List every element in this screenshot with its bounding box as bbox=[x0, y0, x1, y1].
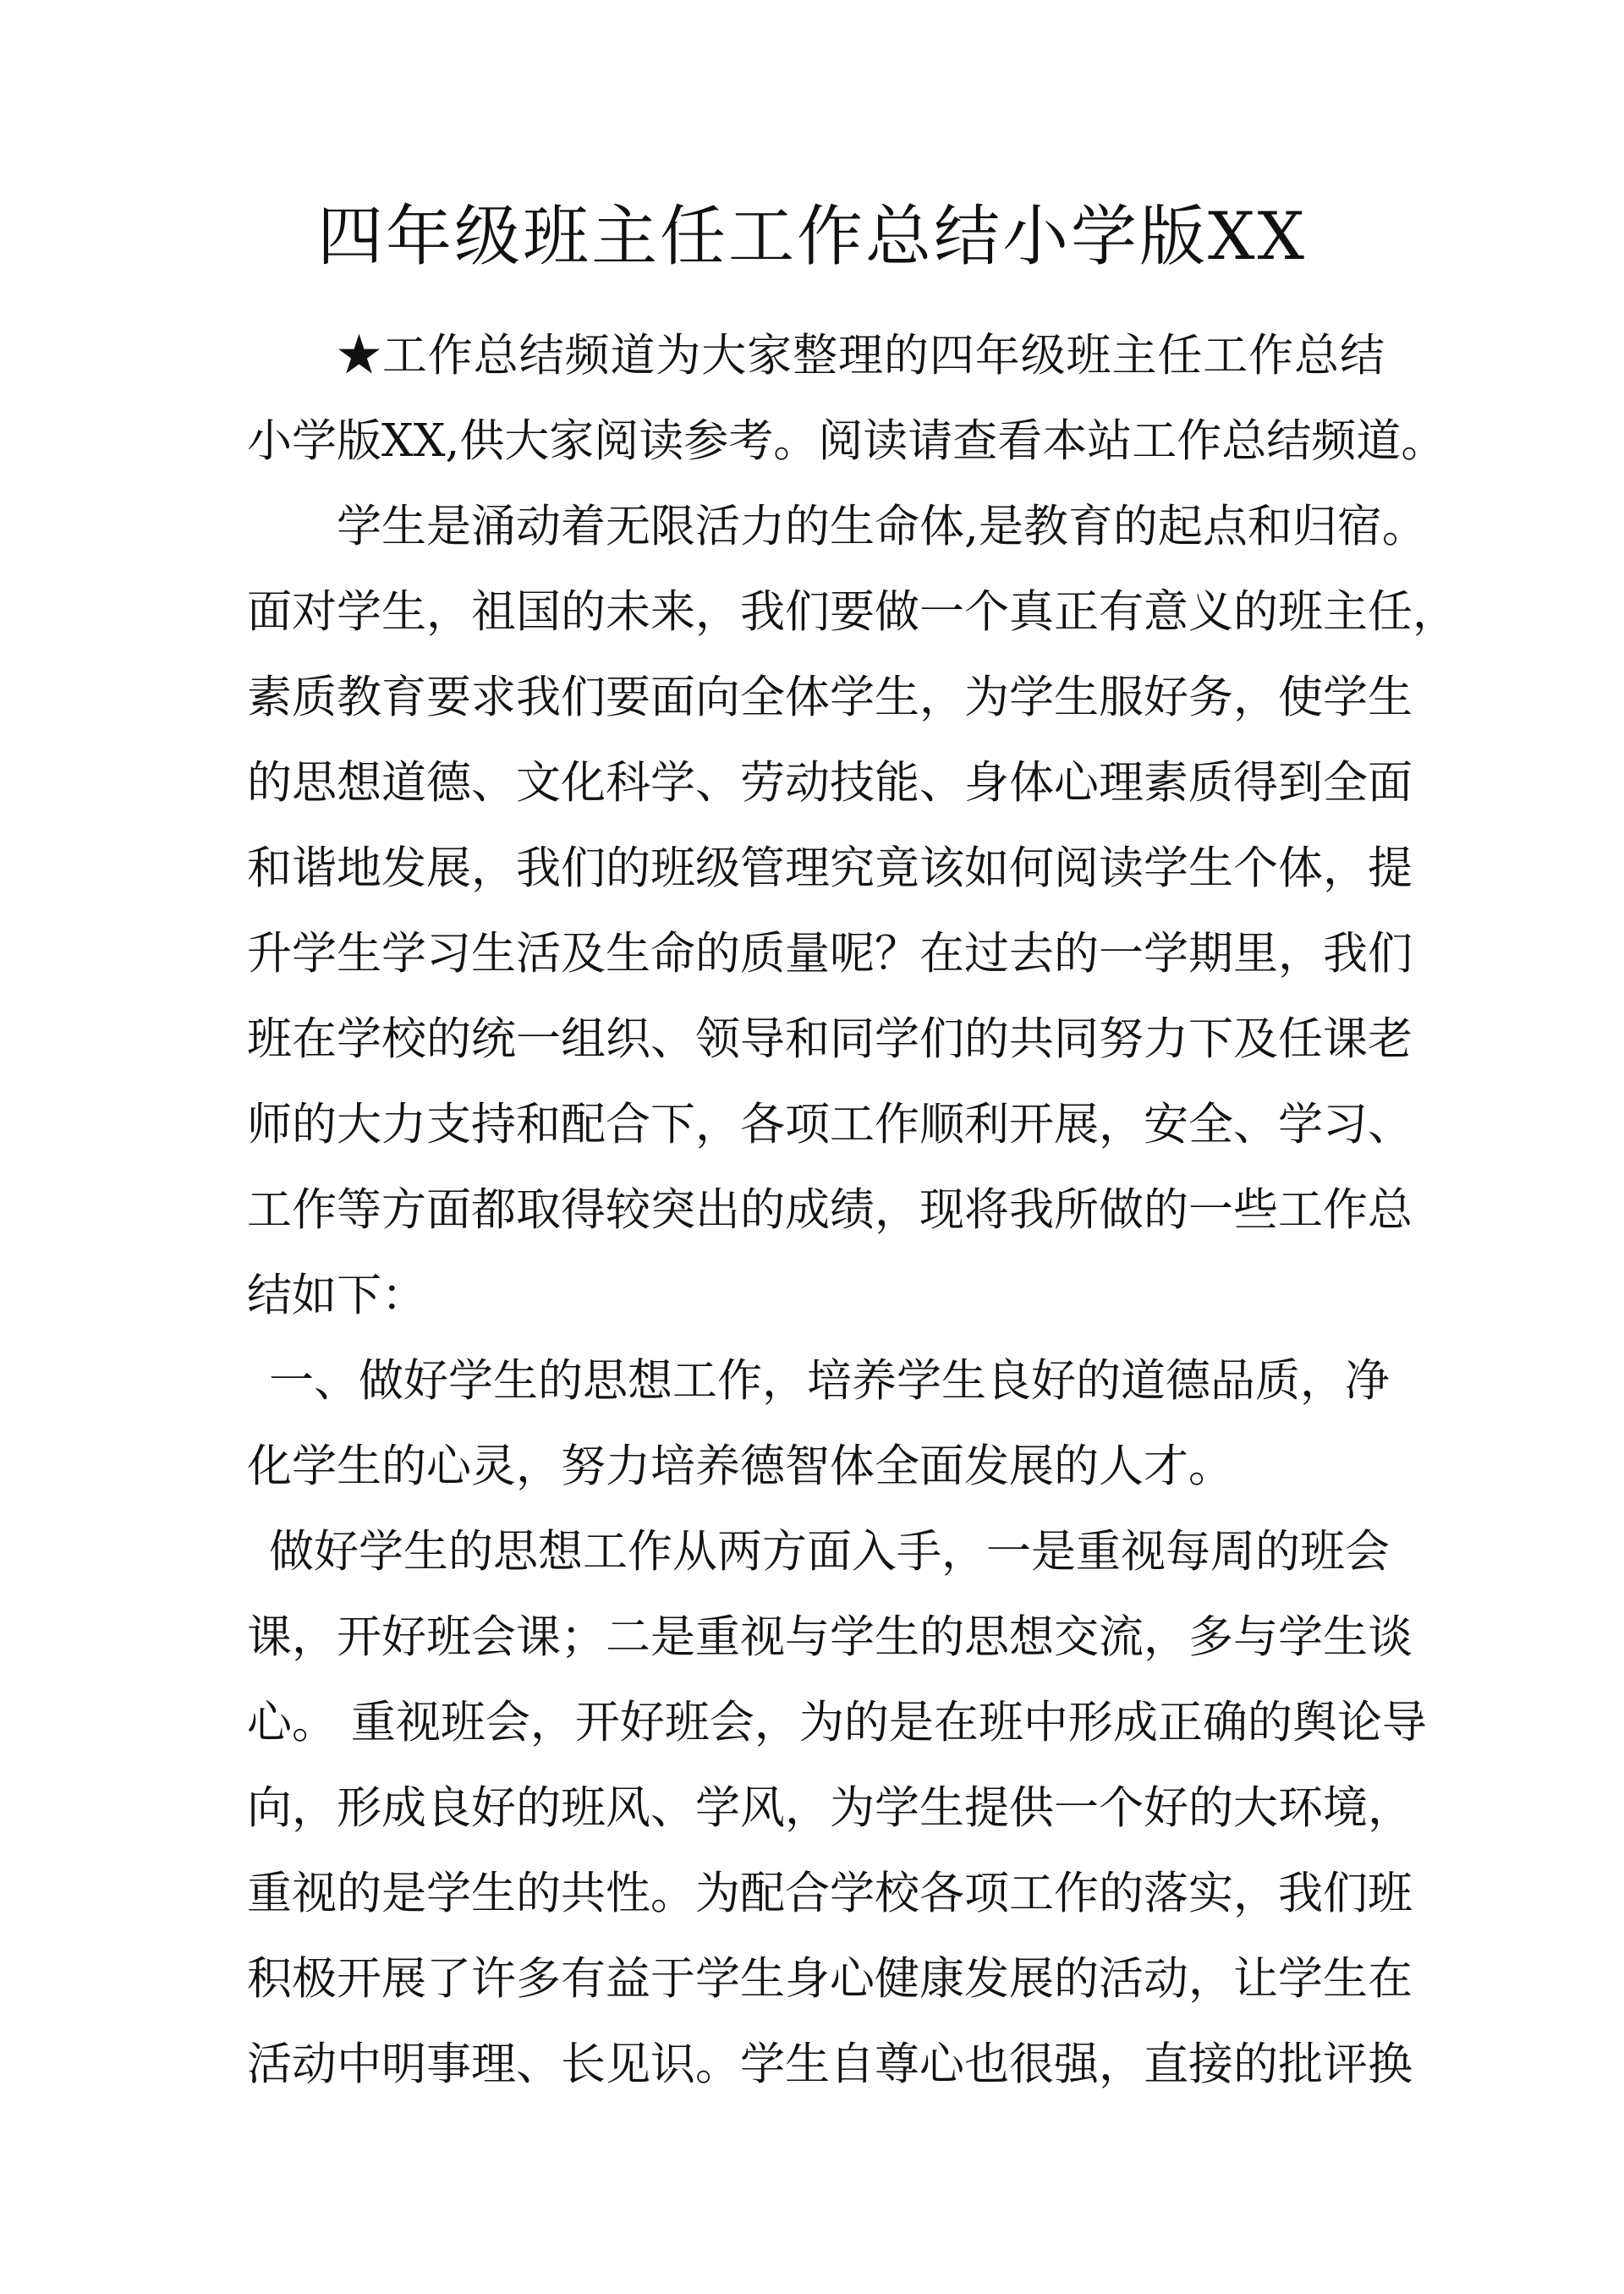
paragraph-line: 和谐地发展，我们的班级管理究竟该如何阅读学生个体，提 bbox=[247, 842, 1413, 894]
paragraph-line: 心。 重视班会，开好班会，为的是在班中形成正确的舆论导 bbox=[247, 1697, 1427, 1748]
section-heading-line: 化学生的心灵，努力培养德智体全面发展的人才。 bbox=[247, 1441, 1233, 1492]
paragraph-line: 向，形成良好的班风、学风，为学生提供一个好的大环境， bbox=[247, 1782, 1413, 1834]
paragraph-line: 学生是涌动着无限活力的生命体,是教育的起点和归宿。 bbox=[337, 501, 1427, 552]
paragraph-line: 工作等方面都取得较突出的成绩，现将我所做的一些工作总 bbox=[247, 1184, 1413, 1236]
paragraph-line: 升学生学习生活及生命的质量呢？在过去的一学期里，我们 bbox=[247, 928, 1413, 980]
paragraph-line: 做好学生的思想工作从两方面入手，一是重视每周的班会 bbox=[269, 1526, 1390, 1578]
document-body bbox=[247, 313, 1457, 2107]
paragraph-line: 结如下： bbox=[247, 1270, 426, 1321]
paragraph-line: 素质教育要求我们要面向全体学生，为学生服好务，使学生 bbox=[247, 672, 1413, 723]
paragraph-line: 班在学校的统一组织、领导和同学们的共同努力下及任课老 bbox=[247, 1013, 1413, 1065]
paragraph-line: 积极开展了许多有益于学生身心健康发展的活动，让学生在 bbox=[247, 1953, 1413, 2005]
paragraph-line: 师的大力支持和配合下，各项工作顺利开展，安全、学习、 bbox=[247, 1099, 1413, 1150]
section-heading-line: 一、做好学生的思想工作，培养学生良好的道德品质，净 bbox=[269, 1355, 1390, 1407]
paragraph-line: 的思想道德、文化科学、劳动技能、身体心理素质得到全面 bbox=[247, 757, 1413, 809]
paragraph-line: ★工作总结频道为大家整理的四年级班主任工作总结 bbox=[337, 330, 1385, 381]
paragraph-line: 重视的是学生的共性。为配合学校各项工作的落实，我们班 bbox=[247, 1868, 1413, 1919]
document-title: 四年级班主任工作总结小学版XX bbox=[316, 199, 1308, 275]
paragraph-line: 小学版XX,供大家阅读参考。阅读请查看本站工作总结频道。 bbox=[247, 415, 1446, 467]
paragraph-line: 课，开好班会课；二是重视与学生的思想交流，多与学生谈 bbox=[247, 1611, 1413, 1663]
paragraph-line: 活动中明事理、长见识。学生自尊心也很强，直接的批评换 bbox=[247, 2039, 1413, 2090]
paragraph-line: 面对学生，祖国的未来，我们要做一个真正有意义的班主任， bbox=[247, 586, 1457, 638]
